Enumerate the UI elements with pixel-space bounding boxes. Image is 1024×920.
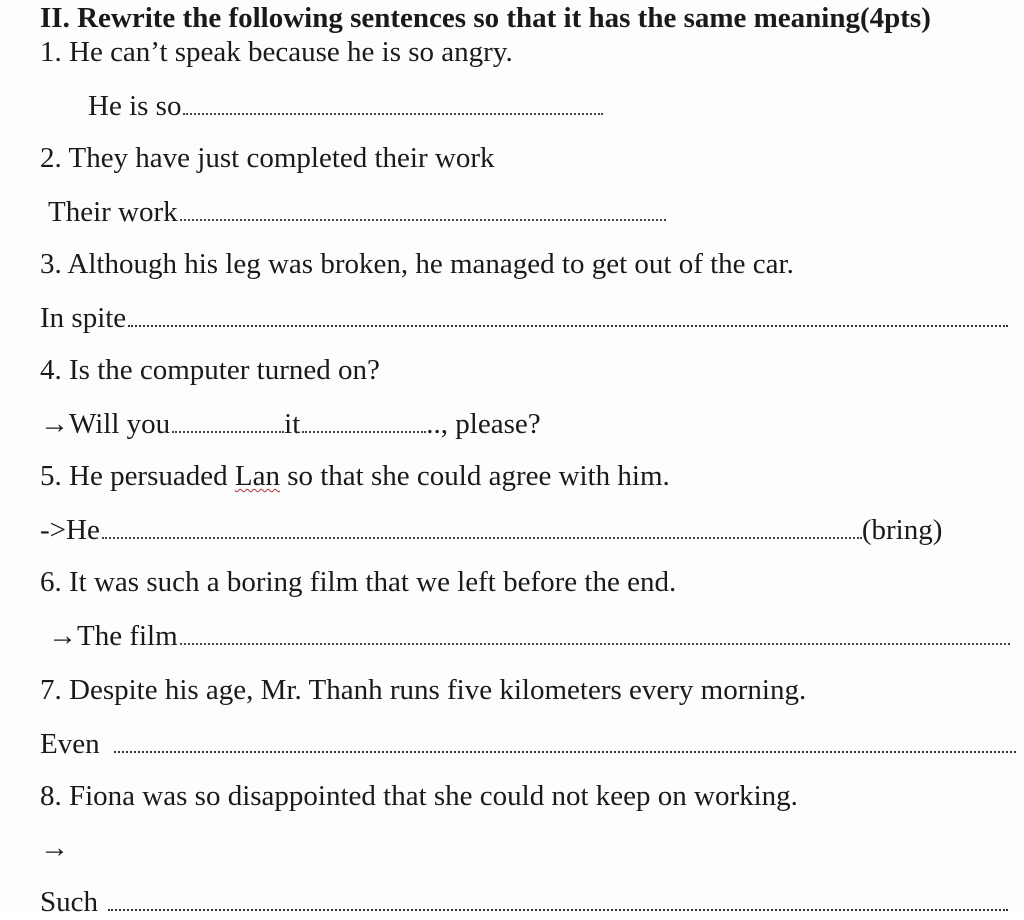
item-5-start: ->He: [40, 514, 100, 546]
item-4-end: .., please?: [426, 408, 541, 440]
item-8-prompt: 8. Fiona was so disappointed that she could not keep on working.: [40, 780, 798, 812]
item-5-end: (bring): [861, 514, 943, 546]
item-4-prompt: 4. Is the computer turned on?: [40, 354, 380, 386]
item-1-blank[interactable]: [183, 107, 603, 115]
item-3-answer-line[interactable]: [40, 300, 1008, 336]
item-7-prompt: 7. Despite his age, Mr. Thanh runs five kilometers every morning.: [40, 674, 807, 706]
item-2-blank[interactable]: [180, 213, 666, 221]
item-2-start: Their work: [48, 196, 178, 228]
item-8-start: Such: [40, 886, 98, 918]
item-7-start: Even: [40, 728, 100, 760]
item-1-answer-line[interactable]: [88, 88, 603, 124]
item-6-answer-line[interactable]: [48, 618, 1010, 654]
item-3-start: In spite: [40, 302, 127, 334]
item-5-prompt-after: so that she could agree with him.: [279, 460, 670, 492]
item-5-blank[interactable]: [102, 531, 862, 539]
item-6-blank[interactable]: [180, 637, 1010, 645]
item-4-answer-line[interactable]: [40, 406, 541, 442]
item-4-blank-2[interactable]: [302, 425, 426, 433]
item-7-answer-line[interactable]: [40, 726, 1016, 762]
item-7-blank[interactable]: [114, 745, 1016, 753]
item-6-start: →The film: [48, 620, 178, 652]
item-5-prompt: [40, 458, 670, 494]
item-5-answer-line[interactable]: [40, 512, 942, 548]
item-1-start: He is so: [88, 90, 182, 122]
item-4-mid: it: [284, 408, 301, 440]
item-1-prompt: 1. He can’t speak because he is so angry.: [40, 36, 513, 68]
item-5-prompt-before: 5. He persuaded: [40, 460, 235, 492]
item-8-arrow: →: [40, 832, 69, 864]
item-4-blank-1[interactable]: [172, 425, 284, 433]
item-2-answer-line[interactable]: [48, 194, 666, 230]
item-3-blank[interactable]: [128, 319, 1008, 327]
item-4-start: →Will you: [40, 408, 171, 440]
item-5-prompt-name: Lan: [234, 460, 280, 492]
item-6-prompt: 6. It was such a boring film that we left before the end.: [40, 566, 677, 598]
item-2-prompt: 2. They have just completed their work: [40, 142, 495, 174]
section-heading: II. Rewrite the following sentences so that it has the same meaning(4pts): [40, 2, 931, 34]
item-8-blank[interactable]: [108, 903, 1008, 911]
item-3-prompt: 3. Although his leg was broken, he managed to get out of the car.: [40, 248, 794, 280]
item-8-answer-line[interactable]: [40, 884, 1008, 920]
